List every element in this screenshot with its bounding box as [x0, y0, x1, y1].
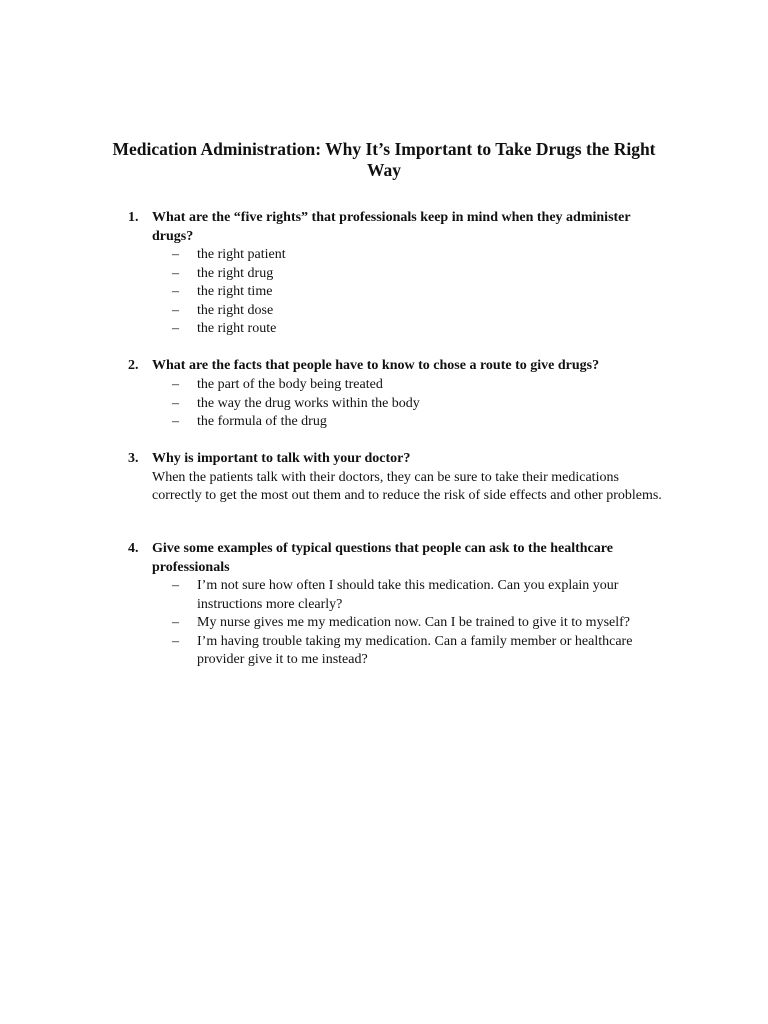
answer-text: the way the drug works within the body [197, 395, 420, 411]
question-number: 2. [128, 358, 139, 373]
answer-text: My nurse gives me my medication now. Can I be trained to give it to myself? [197, 615, 630, 630]
answer-list [0, 577, 768, 670]
dash-bullet-icon: – [172, 247, 179, 262]
document-title: Medication Administration: Why It’s Important to Take Drugs the Right Way [112, 139, 656, 180]
dash-bullet-icon: – [172, 377, 179, 392]
question-text: What are the facts that people have to know to chose a route to give drugs? [152, 358, 600, 373]
dash-bullet-icon: – [172, 615, 179, 630]
answer-list-item [0, 265, 768, 284]
question-text: Give some examples of typical questions that people can ask to the healthcare professionals [152, 541, 613, 575]
dash-bullet-icon: – [172, 265, 179, 281]
answer-text: the right dose [197, 302, 274, 318]
dash-bullet-icon: – [172, 633, 179, 649]
answer-list-item [0, 302, 768, 321]
answer-list-item [0, 633, 768, 670]
answer-paragraph: When the patients talk with their doctors, they can be sure to take their medications correctly to get the most out them and to reduce the risk of side effects and other problems. [152, 469, 662, 503]
question-number: 4. [128, 541, 139, 556]
dash-bullet-icon: – [172, 321, 179, 336]
answer-list-item [0, 413, 768, 432]
question-number: 3. [128, 451, 139, 466]
answer-list [0, 376, 768, 432]
answer-list-item [0, 283, 768, 302]
answer-text: I’m having trouble taking my medication. Can a family member or healthcare provider give it to me instead? [197, 633, 633, 667]
dash-bullet-icon: – [172, 284, 179, 299]
answer-list-item [0, 246, 768, 265]
question-text: What are the “five rights” that professionals keep in mind when they administer drugs? [152, 210, 631, 244]
question-number: 1. [128, 210, 139, 225]
answer-list-item [0, 614, 768, 633]
answer-list-item [0, 320, 768, 339]
answer-list-item [0, 577, 768, 614]
answer-text: the part of the body being treated [197, 377, 383, 392]
answer-list-item [0, 395, 768, 414]
answer-text: the formula of the drug [197, 414, 327, 429]
answer-text: the right drug [197, 265, 274, 281]
answer-text: the right time [197, 284, 273, 299]
answer-text: the right route [197, 321, 277, 336]
answer-text: I’m not sure how often I should take this medication. Can you explain your instructions more clearly? [197, 578, 619, 612]
answer-list-item [0, 376, 768, 395]
answer-text: the right patient [197, 247, 286, 262]
question-text: Why is important to talk with your doctor? [152, 451, 411, 466]
answer-list [0, 246, 768, 339]
dash-bullet-icon: – [172, 395, 179, 411]
dash-bullet-icon: – [172, 414, 179, 429]
dash-bullet-icon: – [172, 578, 179, 593]
dash-bullet-icon: – [172, 302, 179, 318]
